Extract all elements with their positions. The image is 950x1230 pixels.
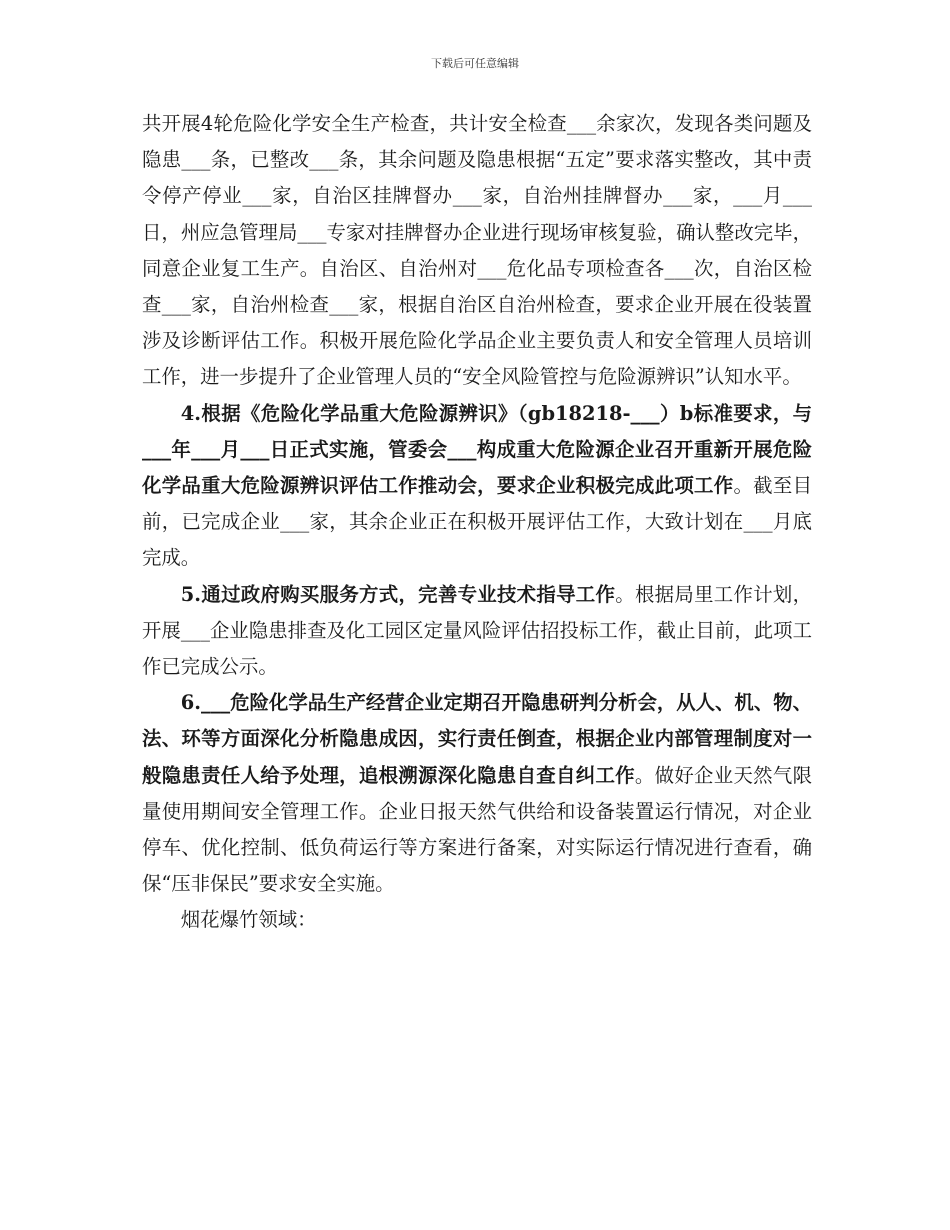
section-heading-fireworks: 烟花爆竹领域：: [180, 908, 317, 932]
item-5-text: 。根据局里工作计划，开展___企业隐患排查及化工园区定量风险评估招投标工作，截止目前，此项工作已完成公示。: [142, 582, 812, 679]
document-body: [142, 106, 812, 939]
item-6-text: 。做好企业天然气限量使用期间安全管理工作。企业日报天然气供给和设备装置运行情况，对企业停车、优化控制、低负荷运行等方案进行备案，对实际运行情况进行查看，确保“压非保民”要求安全实施。: [142, 763, 813, 896]
paragraph-item-5: [142, 577, 812, 686]
item-5-heading: 5.通过政府购买服务方式，完善专业技术指导工作: [180, 582, 616, 606]
item-4-heading: 4.根据《危险化学品重大危险源辨识》（gb18218-___）b标准要求，与___年___月___日正式实施，管委会___构成重大危险源企业召开重新开展危险化学品重大危险源辨识评估工作推动会，要求企业积极完成此项工作: [142, 401, 812, 498]
paragraph-inspection-summary: 共开展4轮危险化学安全生产检查，共计安全检查___余家次，发现各类问题及隐患___条，已整改___条，其余问题及隐患根据“五定”要求落实整改，其中责令停产停业___家，自治区挂牌督办___家，自治州挂牌督办___家，___月___日，州应急管理局___专家对挂牌督办企业进行现场审核复验，确认整改完毕，同意企业复工生产。自治区、自治州对___危化品专项检查各___次，自治区检查___家，自治州检查___家，根据自治区自治州检查，要求企业开展在役装置涉及诊断评估工作。积极开展危险化学品企业主要负责人和安全管理人员培训工作，进一步提升了企业管理人员的“安全风险管控与危险源辨识”认知水平。: [142, 112, 812, 389]
paragraph-item-6: [142, 685, 812, 902]
page-header: 下载后可任意编辑: [431, 57, 519, 70]
item-4-text: 。截至目前，已完成企业___家，其余企业正在积极开展评估工作，大致计划在___月底完成。: [142, 474, 813, 570]
paragraph-item-4: [142, 396, 812, 577]
item-6-heading: 6.___危险化学品生产经营企业定期召开隐患研判分析会，从人、机、物、法、环等方面深化分析隐患成因，实行责任倒查，根据企业内部管理制度对一般隐患责任人给予处理，追根溯源深化隐患自查自纠工作: [142, 691, 812, 787]
